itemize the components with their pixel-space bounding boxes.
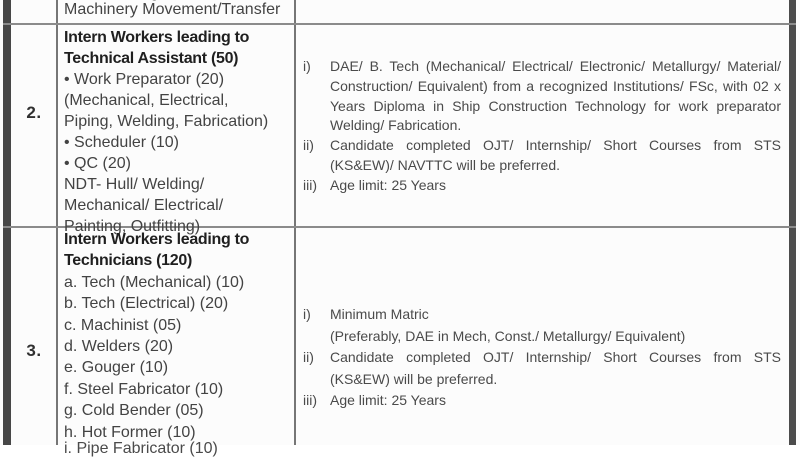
row2-position-item: Mechanical/ Electrical/ [64, 197, 224, 214]
row3-position-item: c. Machinist (05) [64, 316, 182, 334]
column-divider-number-title [56, 0, 58, 445]
row2-position-item: • Scheduler (10) [64, 134, 179, 151]
requirement-marker: i) [303, 58, 311, 74]
requirement-text [330, 347, 781, 390]
row3-serial-number: 3. [26, 341, 42, 360]
requirement-text-line: Candidate completed OJT/ Internship/ Short Courses from STS [330, 137, 781, 154]
row2-requirements-cell [303, 57, 781, 196]
requirement-text-line: (Preferably, DAE in Mech, Const./ Metallurgy/ Equivalent) [330, 327, 686, 344]
column-divider-title-requirements [294, 0, 296, 445]
requirement-text-line: Minimum Matric [330, 306, 429, 322]
requirement-text-line: Age limit: 25 Years [330, 176, 446, 193]
row3-position-item: g. Cold Bender (05) [64, 402, 204, 420]
row2-position-item: Painting, Outfitting) [64, 218, 201, 235]
requirement-text-line: Construction/ Equivalent) from a recognized Institutions/ FSc, with 02 x [330, 77, 781, 94]
row3-title-cell [64, 229, 294, 443]
row2-heading-line: Intern Workers leading to [64, 29, 250, 46]
row2-position-item: Piping, Welding, Fabrication) [64, 113, 269, 130]
requirement-text-line: (KS&EW)/ NAVTTC will be preferred. [330, 156, 561, 173]
row3-requirement-i [303, 304, 781, 347]
requirement-text [330, 136, 781, 176]
row2-requirement-iii [303, 176, 781, 196]
requirement-text-line: Candidate completed OJT/ Internship/ Short Courses from STS [330, 349, 781, 365]
row3-heading-line: Intern Workers leading to [64, 231, 250, 248]
requirement-text-line: (KS&EW) will be preferred. [330, 370, 498, 387]
row2-title-cell [64, 27, 294, 237]
row3-position-item: a. Tech (Mechanical) (10) [64, 273, 245, 291]
requirement-text-line: Age limit: 25 Years [330, 392, 446, 408]
requirement-text-line: Welding/ Fabrication. [330, 117, 462, 134]
requirement-marker: iii) [303, 392, 317, 408]
row3-requirement-ii [303, 347, 781, 390]
requirement-text [330, 176, 781, 196]
row3-heading-line: Technicians (120) [64, 252, 192, 270]
row1-title-cell [64, 0, 294, 20]
cutoff-text-fragment-bottom: i. Pipe Fabricator (10) [64, 440, 218, 457]
table-outer-border-left [3, 0, 11, 445]
requirement-marker: i) [303, 306, 311, 322]
row2-position-item: (Mechanical, Electrical, [64, 92, 229, 109]
row3-position-item: d. Welders (20) [64, 338, 174, 356]
row1-title-line: Machinery Movement/Transfer [64, 1, 281, 18]
requirement-text [330, 57, 781, 136]
row3-position-item: f. Steel Fabricator (10) [64, 380, 224, 398]
row2-position-item: NDT- Hull/ Welding/ [64, 176, 205, 193]
row2-position-item: • Work Preparator (20) [64, 71, 225, 88]
row3-position-item: e. Gouger (10) [64, 359, 169, 377]
requirement-text-line: Years Diploma in Ship Construction Technology for work preparator [330, 97, 781, 114]
row2-requirement-ii [303, 136, 781, 176]
row2-serial-number: 2. [26, 103, 42, 122]
row-divider-1-2 [3, 23, 796, 25]
requirement-marker: ii) [303, 349, 314, 365]
requirement-text [330, 390, 781, 412]
row3-position-item: h. Hot Former (10) [64, 423, 196, 441]
requirement-marker: ii) [303, 137, 314, 154]
row3-position-item: b. Tech (Electrical) (20) [64, 295, 229, 313]
row2-position-item: • QC (20) [64, 155, 131, 172]
row3-requirements-cell [303, 304, 781, 412]
row2-requirement-i [303, 57, 781, 136]
row3-requirement-iii [303, 390, 781, 412]
requirement-text-line: DAE/ B. Tech (Mechanical/ Electrical/ Electronic/ Metallurgy/ Material/ [330, 58, 781, 74]
requirement-text [330, 304, 781, 347]
row2-heading-line: Technical Assistant (50) [64, 50, 239, 67]
table-outer-border-right [789, 0, 796, 445]
requirement-marker: iii) [303, 176, 317, 193]
